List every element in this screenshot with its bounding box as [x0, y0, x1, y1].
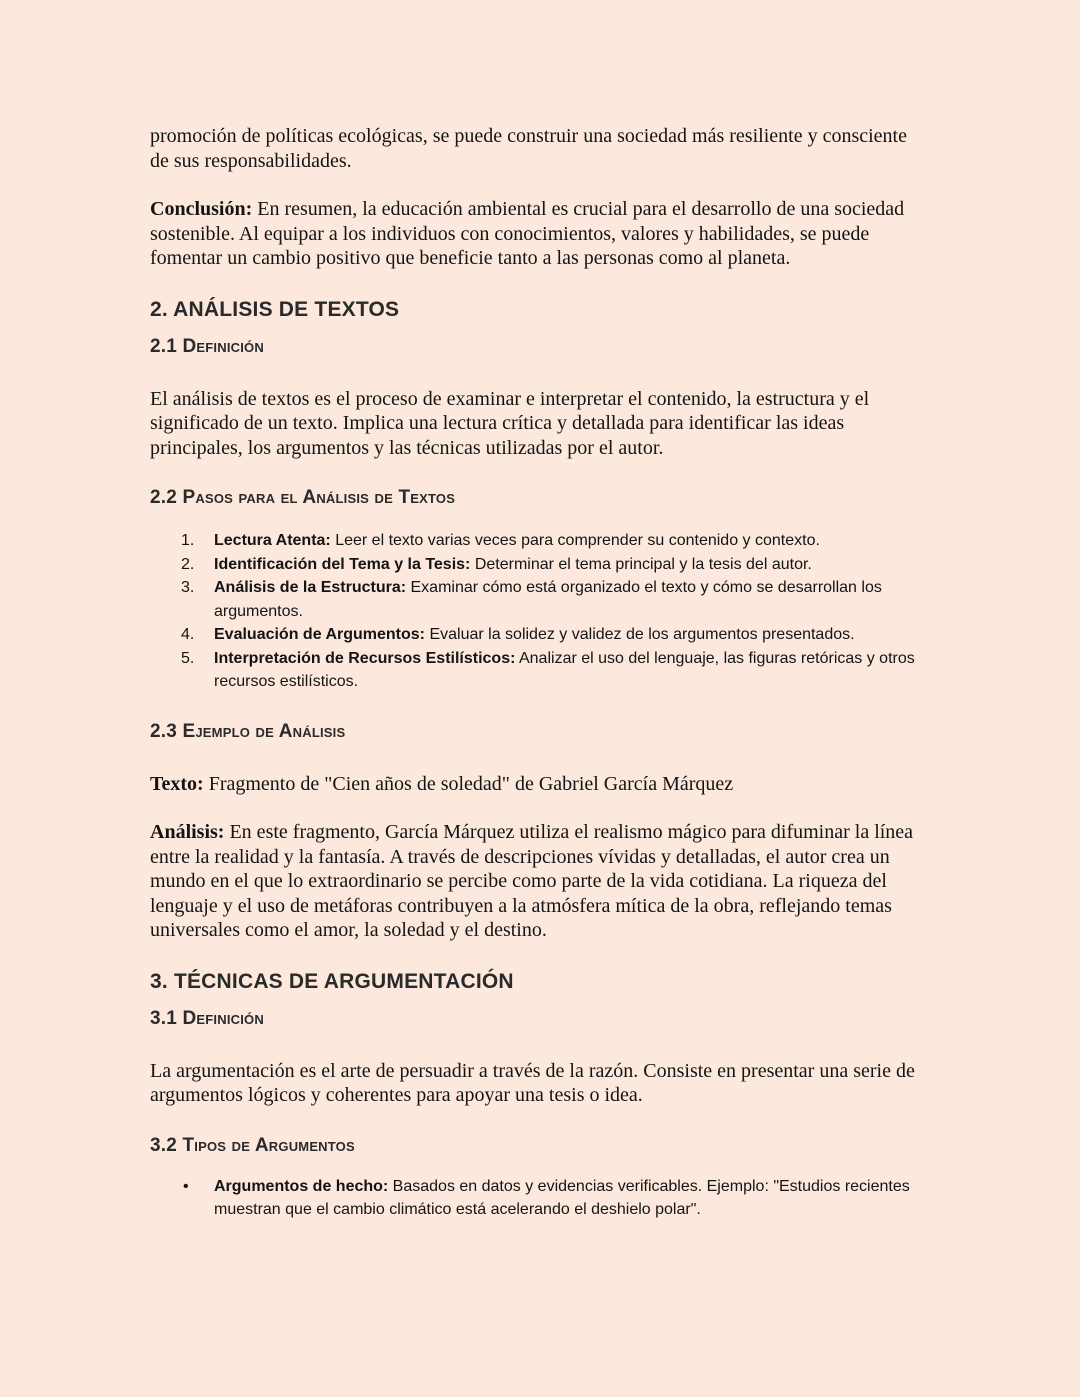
texto-paragraph: [150, 772, 930, 797]
step-label: Lectura Atenta:: [214, 532, 331, 549]
conclusion-paragraph: [150, 197, 930, 271]
step-label: Evaluación de Argumentos:: [214, 626, 425, 643]
conclusion-text: En resumen, la educación ambiental es crucial para el desarrollo de una sociedad sostenible. Al equipar a los individuos con conocimientos, valores y habilidades, se puede fomentar un cambio positivo que beneficie tanto a las personas como al planeta.: [150, 198, 905, 269]
analisis-label: Análisis:: [150, 821, 225, 843]
section-3-2-heading: 3.2 Tipos de Argumentos: [150, 1134, 355, 1156]
conclusion-label: Conclusión:: [150, 198, 253, 220]
list-item: 1. Lectura Atenta: Leer el texto varias veces para comprender su contenido y contexto.: [181, 532, 820, 549]
analisis-paragraph: [150, 820, 930, 943]
document-page: [150, 124, 930, 1222]
step-label: Interpretación de Recursos Estilísticos:: [214, 649, 516, 667]
list-item: 2. Identificación del Tema y la Tesis: Determinar el tema principal y la tesis del autor.: [181, 555, 812, 573]
intro-paragraph: promoción de políticas ecológicas, se puede construir una sociedad más resiliente y consciente de sus responsabilidades.: [150, 125, 907, 172]
section-2-heading: 2. ANÁLISIS DE TEXTOS: [150, 297, 400, 321]
section-3-heading: 3. TÉCNICAS DE ARGUMENTACIÓN: [150, 969, 514, 993]
steps-list: [150, 529, 930, 694]
list-item: 3. Análisis de la Estructura: Examinar cómo está organizado el texto y cómo se desarrollan los argumentos.: [181, 579, 882, 620]
step-label: Análisis de la Estructura:: [214, 579, 407, 596]
step-text: Evaluar la solidez y validez de los argumentos presentados.: [425, 626, 855, 643]
section-2-1-heading: 2.1 Definición: [150, 335, 264, 357]
texto-label: Texto:: [150, 772, 204, 795]
step-text: Determinar el tema principal y la tesis del autor.: [470, 555, 812, 573]
section-2-1-paragraph: El análisis de textos es el proceso de examinar e interpretar el contenido, la estructura y el significado de un texto. Implica una lectura crítica y detallada para identificar las ideas principales, los argumentos y las técnicas utilizadas por el autor.: [150, 387, 870, 459]
list-item: 4. Evaluación de Argumentos: Evaluar la solidez y validez de los argumentos presentados.: [181, 626, 855, 643]
step-text: Analizar el uso del lenguaje, las figuras retóricas y otros recursos estilísticos.: [214, 649, 915, 690]
analisis-text: En este fragmento, García Márquez utiliza el realismo mágico para difuminar la línea entre la realidad y la fantasía. A través de descripciones vívidas y detalladas, el autor crea un mundo en el que lo extraordinario se percibe como parte de la vida cotidiana. La riqueza del lenguaje y el uso de metáforas contribuyen a la atmósfera mítica de la obra, reflejando temas universales como el amor, la soledad y el destino.: [150, 821, 914, 941]
section-3-1-paragraph: La argumentación es el arte de persuadir a través de la razón. Consiste en presentar una serie de argumentos lógicos y coherentes para apoyar una tesis o idea.: [150, 1059, 915, 1106]
section-2-3-heading: 2.3 Ejemplo de Análisis: [150, 720, 346, 742]
argument-types-list: [150, 1175, 930, 1222]
bullet-label: Argumentos de hecho:: [214, 1177, 389, 1195]
section-3-1-heading: 3.1 Definición: [150, 1007, 264, 1029]
bullet-text: Basados en datos y evidencias verificables. Ejemplo: "Estudios recientes muestran que el cambio climático está acelerando el deshielo polar".: [214, 1177, 910, 1218]
bullet-icon: •: [183, 1177, 189, 1195]
list-item: [150, 1175, 930, 1222]
step-text: Examinar cómo está organizado el texto y cómo se desarrollan los argumentos.: [214, 579, 882, 620]
section-2-2-heading: 2.2 Pasos para el Análisis de Textos: [150, 487, 456, 508]
step-text: Leer el texto varias veces para comprender su contenido y contexto.: [330, 532, 820, 549]
texto-text: Fragmento de "Cien años de soledad" de Gabriel García Márquez: [203, 772, 734, 795]
step-label: Identificación del Tema y la Tesis:: [214, 555, 471, 573]
list-item: 5. Interpretación de Recursos Estilísticos: Analizar el uso del lenguaje, las figuras retóricas y otros recursos estilísticos.: [181, 649, 915, 690]
